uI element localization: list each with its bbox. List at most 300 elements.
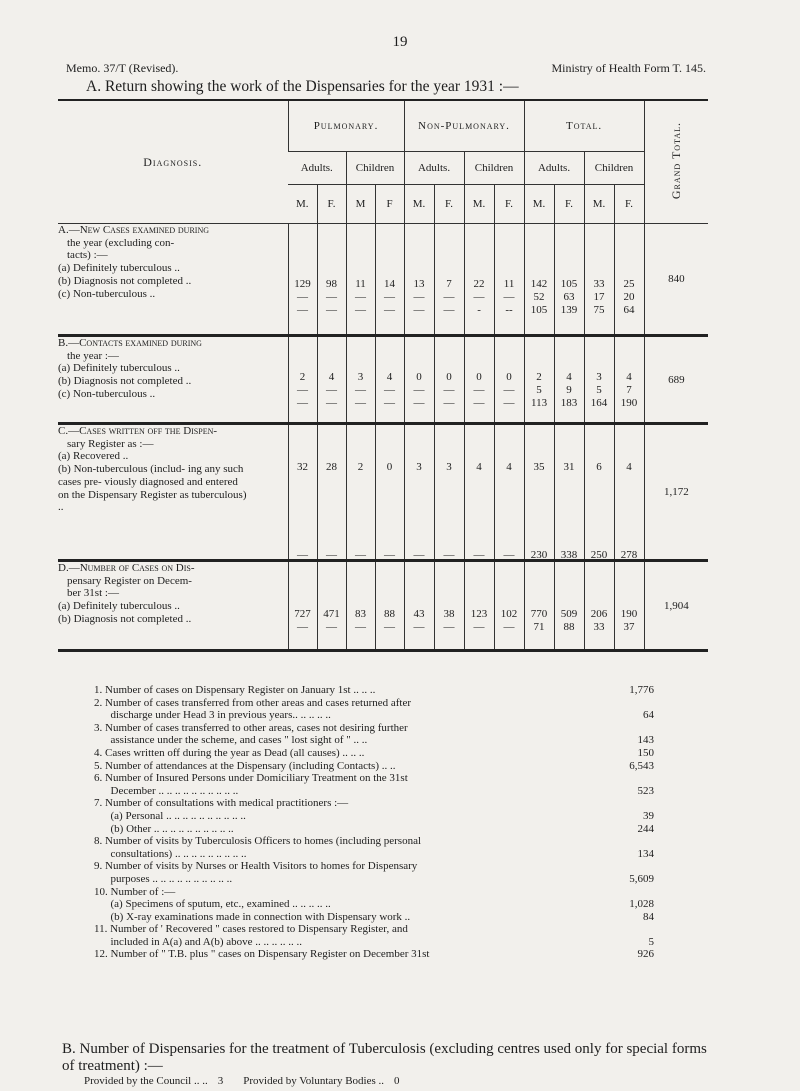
value-column — [317, 224, 346, 336]
row-label: (a) Definitely tuberculous .. — [58, 262, 180, 275]
note-label: 7. Number of consultations with medical practitioners :— — [94, 797, 349, 810]
table-cell: 33 — [593, 278, 605, 290]
table-cell: — — [413, 304, 425, 316]
section-description — [58, 561, 288, 651]
table-cell: — — [443, 291, 455, 303]
table-cell: 22 — [473, 278, 485, 290]
list-item — [94, 785, 654, 798]
note-label: discharge under Head 3 in previous years.. .. .. .. .. — [94, 709, 331, 722]
table-cell: 38 — [443, 608, 455, 620]
table-cell: — — [355, 397, 366, 409]
value-column — [288, 424, 317, 561]
table-cell: — — [443, 304, 455, 316]
table-cell: 471 — [323, 608, 340, 620]
table-cell: 7 — [626, 384, 632, 396]
sex-header: F. — [494, 185, 524, 224]
note-value — [602, 886, 654, 899]
note-value: 134 — [637, 847, 654, 860]
adults-header: Adults. — [524, 152, 584, 185]
note-label: assistance under the scheme, and cases " lost sight of " .. .. — [94, 734, 368, 747]
row-label: (b) Diagnosis not completed .. — [58, 612, 192, 625]
section-intro-line: D.—Number of Cases on Dis- — [58, 562, 195, 574]
section-b-title: B. Number of Dispensaries for the treatment of Tuberculosis (excluding centres used only for special forms of treatment) :— — [62, 1041, 707, 1074]
section-intro-line: tacts) :— — [67, 249, 108, 262]
note-label: 5. Number of attendances at the Dispensary (including Contacts) .. .. — [94, 759, 396, 772]
table-cell: 278 — [620, 549, 638, 561]
table-cell: 509 — [560, 608, 578, 620]
note-value — [602, 835, 654, 848]
value-column — [317, 424, 346, 561]
value-column — [464, 561, 494, 651]
table-cell: — — [297, 304, 308, 316]
value-column — [494, 224, 524, 336]
row-label: (a) Recovered .. — [58, 450, 129, 463]
note-value: 143 — [637, 734, 654, 747]
list-item — [94, 823, 654, 836]
row-label: (b) Non-tuberculous (includ- ing any such cases pre- viously diagnosed and entered on the Dispensary Register as tuberculous) .. — [58, 463, 247, 514]
table-cell: 0 — [476, 371, 482, 383]
table-cell: 5 — [596, 384, 602, 396]
table-cell: — — [473, 549, 485, 561]
note-label: 6. Number of Insured Persons under Domiciliary Treatment on the 31st — [94, 772, 408, 785]
table-cell: 6 — [596, 461, 602, 473]
grand-total-value: 689 — [644, 336, 708, 424]
table-cell: 75 — [593, 304, 605, 316]
note-label: (b) X-ray examinations made in connection with Dispensary work .. — [94, 910, 411, 923]
sex-header: M — [346, 185, 375, 224]
table-cell: 4 — [476, 461, 482, 473]
value-column — [346, 424, 375, 561]
row-label: (c) Non-tuberculous .. — [58, 387, 156, 400]
note-label: 1. Number of cases on Dispensary Register on January 1st .. .. .. — [94, 684, 376, 696]
note-label: (a) Personal .. .. .. .. .. .. .. .. .. .. — [94, 809, 246, 822]
table-cell: 14 — [384, 278, 396, 290]
table-cell: 4 — [328, 371, 335, 383]
table-cell: — — [326, 397, 337, 409]
table-cell: 71 — [533, 621, 545, 633]
row-label: (a) Definitely tuberculous .. — [58, 600, 180, 613]
note-value: 523 — [637, 784, 654, 797]
table-cell: — — [384, 549, 396, 561]
value-column — [346, 561, 375, 651]
table-cell: 102 — [500, 608, 518, 620]
value-column — [375, 561, 404, 651]
sex-header: F — [375, 185, 404, 224]
table-cell: — — [355, 549, 366, 561]
note-label: (a) Specimens of sputum, etc., examined .. .. .. .. .. — [94, 898, 331, 911]
section-intro-line: B.—Contacts examined during — [58, 337, 202, 349]
value-column — [584, 224, 614, 336]
table-cell: — — [297, 291, 308, 303]
note-value: 64 — [643, 709, 654, 722]
row-label: (c) Non-tuberculous .. — [58, 287, 156, 300]
list-item — [94, 797, 654, 810]
note-label: 11. Number of ' Recovered " cases restored to Dispensary Register, and — [94, 923, 408, 936]
table-cell: — — [355, 384, 366, 396]
value-column — [524, 224, 554, 336]
list-item — [94, 898, 654, 911]
table-cell: — — [503, 384, 515, 396]
grand-total-value: 1,904 — [644, 561, 708, 651]
value-column — [288, 224, 317, 336]
children-header: Children — [464, 152, 524, 185]
list-item — [94, 722, 654, 735]
table-cell: 98 — [326, 278, 337, 290]
sex-header: F. — [317, 185, 346, 224]
table-cell: 4 — [626, 371, 632, 383]
table-cell: 338 — [560, 549, 578, 561]
diagnosis-header: Diagnosis. — [58, 100, 288, 224]
provided-voluntary-value: 0 — [394, 1075, 400, 1087]
page-number: 19 — [392, 34, 408, 50]
note-value: 926 — [637, 948, 654, 961]
sex-header: M. — [404, 185, 434, 224]
table-cell: 164 — [590, 397, 608, 409]
section-intro-line: A.—New Cases examined during — [58, 224, 209, 236]
section-intro-line: C.—Cases written off the Dispen- — [58, 425, 218, 437]
value-column — [434, 424, 464, 561]
table-cell: 250 — [590, 549, 608, 561]
ministry-form-reference: Ministry of Health Form T. 145. — [551, 61, 706, 75]
table-cell: — — [503, 291, 515, 303]
table-cell: 3 — [446, 461, 452, 473]
table-cell: 123 — [470, 608, 488, 620]
note-value: 150 — [637, 746, 654, 759]
list-item — [94, 684, 654, 697]
table-cell: 64 — [623, 304, 635, 316]
section-c — [58, 424, 708, 561]
note-value — [602, 772, 654, 785]
value-column — [404, 561, 434, 651]
table-cell: 2 — [357, 461, 364, 473]
list-item — [94, 911, 654, 924]
value-column — [494, 336, 524, 424]
table-cell: — — [413, 291, 425, 303]
list-item — [94, 760, 654, 773]
note-label: 8. Number of visits by Tuberculosis Officers to homes (including personal — [94, 835, 422, 848]
note-value — [602, 722, 654, 735]
list-item — [94, 873, 654, 886]
provided-voluntary-label: Provided by Voluntary Bodies .. — [243, 1075, 385, 1087]
table-cell: 9 — [566, 384, 572, 396]
note-label: 9. Number of visits by Nurses or Health Visitors to homes for Dispensary — [94, 860, 418, 873]
list-item — [94, 948, 654, 961]
value-column — [288, 561, 317, 651]
value-column — [554, 561, 584, 651]
table-cell: 142 — [530, 278, 548, 290]
note-label: included in A(a) and A(b) above .. .. .. .. .. .. — [94, 935, 303, 948]
value-column — [614, 224, 644, 336]
table-cell: 3 — [596, 371, 602, 383]
note-value: 1,776 — [629, 684, 654, 696]
value-column — [317, 561, 346, 651]
note-label: 12. Number of " T.B. plus " cases on Dispensary Register on December 31st — [94, 948, 430, 961]
value-column — [554, 336, 584, 424]
table-cell: 11 — [355, 278, 366, 290]
value-column — [404, 336, 434, 424]
table-cell: 88 — [384, 608, 396, 620]
note-value: 39 — [643, 809, 654, 822]
table-cell: 32 — [297, 461, 308, 473]
section-a-title: A. Return showing the work of the Dispensaries for the year 1931 :— — [86, 78, 519, 95]
section-description — [58, 224, 288, 336]
table-cell: — — [443, 384, 455, 396]
children-header: Children — [584, 152, 644, 185]
table-cell: 3 — [357, 371, 364, 383]
provided-council-value: 3 — [217, 1075, 224, 1087]
note-value: 5,609 — [629, 872, 654, 885]
value-column — [434, 561, 464, 651]
table-cell: 0 — [446, 371, 452, 383]
value-column — [317, 336, 346, 424]
note-value — [602, 860, 654, 873]
value-column — [375, 224, 404, 336]
table-cell: 0 — [416, 371, 422, 383]
list-item — [94, 709, 654, 722]
section-a — [58, 224, 708, 336]
table-cell: 5 — [536, 384, 542, 396]
row-label: (b) Diagnosis not completed .. — [58, 375, 192, 388]
table-cell: 139 — [560, 304, 578, 316]
table-cell: — — [473, 291, 485, 303]
value-column — [434, 224, 464, 336]
value-column — [614, 424, 644, 561]
table-cell: — — [297, 384, 308, 396]
list-item — [94, 923, 654, 936]
table-cell: — — [326, 549, 337, 561]
notes-list — [94, 684, 654, 961]
table-cell: — — [503, 397, 515, 409]
table-cell: — — [473, 621, 485, 633]
table-cell: 28 — [326, 461, 337, 473]
list-item — [94, 886, 654, 899]
value-column — [464, 424, 494, 561]
table-cell: — — [355, 291, 366, 303]
note-label: 3. Number of cases transferred to other areas, cases not desiring further — [94, 721, 408, 734]
table-cell: — — [297, 397, 308, 409]
table-cell: — — [384, 397, 396, 409]
value-column — [524, 561, 554, 651]
section-intro-line: the year (excluding con- — [67, 236, 175, 249]
note-value — [602, 697, 654, 710]
table-cell: — — [473, 384, 485, 396]
total-header: Total. — [524, 100, 644, 152]
memo-reference: Memo. 37/T (Revised). — [66, 61, 179, 75]
adults-header: Adults. — [288, 152, 346, 185]
value-column — [524, 424, 554, 561]
list-item — [94, 848, 654, 861]
value-column — [524, 336, 554, 424]
note-value: 5 — [648, 935, 654, 948]
table-cell: 0 — [386, 461, 393, 473]
table-cell: 206 — [590, 608, 608, 620]
section-intro-line: pensary Register on Decem- — [67, 574, 192, 587]
sex-header: M. — [524, 185, 554, 224]
row-label: (a) Definitely tuberculous .. — [58, 362, 180, 375]
table-cell: — — [503, 621, 515, 633]
value-column — [584, 424, 614, 561]
table-cell: 4 — [506, 461, 512, 473]
value-column — [375, 424, 404, 561]
list-item — [94, 835, 654, 848]
value-column — [434, 336, 464, 424]
note-value: 6,543 — [629, 759, 654, 772]
note-label: 2. Number of cases transferred from other areas and cases returned after — [94, 696, 412, 709]
adults-header: Adults. — [404, 152, 464, 185]
section-intro-line: sary Register as :— — [67, 437, 154, 450]
table-cell: — — [384, 384, 396, 396]
list-item — [94, 860, 654, 873]
section-description — [58, 424, 288, 561]
table-cell: 2 — [299, 371, 306, 383]
note-value: 1,028 — [629, 898, 654, 911]
table-cell: 31 — [563, 461, 575, 473]
note-value: 84 — [643, 910, 654, 923]
grand-total-header: Grand Total. — [644, 100, 708, 224]
table-cell: — — [384, 304, 396, 316]
table-cell: 13 — [413, 278, 425, 290]
value-column — [404, 224, 434, 336]
table-cell: 20 — [623, 291, 635, 303]
value-column — [494, 561, 524, 651]
table-cell: — — [297, 549, 308, 561]
table-cell: 113 — [530, 397, 548, 409]
table-cell: 770 — [530, 608, 548, 620]
sex-header: M. — [464, 185, 494, 224]
value-column — [614, 561, 644, 651]
note-value — [602, 797, 654, 810]
table-cell: — — [413, 621, 425, 633]
value-column — [614, 336, 644, 424]
note-value — [602, 923, 654, 936]
table-cell: - — [477, 304, 481, 316]
sex-header: F. — [614, 185, 644, 224]
table-cell: 25 — [623, 278, 635, 290]
table-cell: — — [443, 549, 455, 561]
table-cell: 11 — [503, 278, 515, 290]
note-label: purposes .. .. .. .. .. .. .. .. .. .. — [94, 872, 233, 885]
table-cell: — — [326, 304, 337, 316]
dispensary-return-table — [58, 99, 708, 652]
table-cell: 727 — [294, 608, 311, 620]
value-column — [464, 224, 494, 336]
table-cell: — — [384, 621, 396, 633]
table-cell: 7 — [446, 278, 452, 290]
table-cell: 2 — [536, 371, 542, 383]
table-cell: 4 — [566, 371, 572, 383]
value-column — [404, 424, 434, 561]
table-cell: — — [326, 291, 337, 303]
section-description — [58, 336, 288, 424]
list-item — [94, 697, 654, 710]
note-label: 4. Cases written off during the year as Dead (all causes) .. .. .. — [94, 746, 365, 759]
table-cell: 4 — [626, 461, 632, 473]
table-cell: 83 — [355, 608, 366, 620]
sex-header: M. — [584, 185, 614, 224]
table-cell: — — [473, 397, 485, 409]
section-intro-line: ber 31st :— — [67, 587, 119, 600]
list-item — [94, 936, 654, 949]
table-cell: — — [443, 621, 455, 633]
table-cell: 3 — [416, 461, 422, 473]
table-cell: — — [413, 549, 425, 561]
value-column — [584, 336, 614, 424]
note-label: December .. .. .. .. .. .. .. .. .. .. — [94, 784, 239, 797]
table-cell: 0 — [506, 371, 512, 383]
table-cell: 35 — [533, 461, 545, 473]
table-cell: — — [355, 304, 366, 316]
provided-council-label: Provided by the Council .. .. — [84, 1075, 208, 1087]
table-cell: — — [355, 621, 366, 633]
table-cell: — — [503, 549, 515, 561]
value-column — [375, 336, 404, 424]
section-intro-line: the year :— — [67, 349, 119, 362]
note-label: 10. Number of :— — [94, 885, 176, 898]
note-value: 244 — [637, 822, 654, 835]
table-cell: 88 — [563, 621, 575, 633]
sex-header: F. — [554, 185, 584, 224]
value-column — [346, 336, 375, 424]
value-column — [584, 561, 614, 651]
table-cell: 105 — [530, 304, 548, 316]
table-cell: — — [413, 397, 425, 409]
grand-total-value: 840 — [644, 224, 708, 336]
section-d — [58, 561, 708, 651]
table-cell: 105 — [560, 278, 578, 290]
table-cell: — — [297, 621, 308, 633]
table-cell: -- — [505, 304, 513, 316]
non-pulmonary-header: Non-Pulmonary. — [404, 100, 524, 152]
sex-header: F. — [434, 185, 464, 224]
table-cell: — — [384, 291, 396, 303]
table-cell: 37 — [623, 621, 635, 633]
list-item — [94, 747, 654, 760]
table-cell: 129 — [294, 278, 311, 290]
table-cell: — — [413, 384, 425, 396]
value-column — [494, 424, 524, 561]
sex-header: M. — [288, 185, 317, 224]
list-item — [94, 810, 654, 823]
table-cell: — — [443, 397, 455, 409]
list-item — [94, 772, 654, 785]
pulmonary-header: Pulmonary. — [288, 100, 404, 152]
value-column — [288, 336, 317, 424]
value-column — [346, 224, 375, 336]
table-cell: 230 — [530, 549, 548, 561]
table-cell: 190 — [620, 608, 638, 620]
children-header: Children — [346, 152, 404, 185]
table-cell: 52 — [533, 291, 545, 303]
table-cell: — — [326, 384, 337, 396]
table-cell: 43 — [413, 608, 425, 620]
list-item — [94, 734, 654, 747]
note-label: consultations) .. .. .. .. .. .. .. .. .. — [94, 847, 247, 860]
section-b — [58, 336, 708, 424]
value-column — [554, 224, 584, 336]
table-cell: 33 — [593, 621, 605, 633]
table-cell: — — [326, 621, 337, 633]
value-column — [554, 424, 584, 561]
table-cell: 183 — [560, 397, 578, 409]
table-cell: 190 — [620, 397, 638, 409]
table-cell: 4 — [386, 371, 393, 383]
table-cell: 17 — [593, 291, 605, 303]
provided-line — [84, 1075, 684, 1087]
note-label: (b) Other .. .. .. .. .. .. .. .. .. .. — [94, 822, 234, 835]
value-column — [464, 336, 494, 424]
row-label: (b) Diagnosis not completed .. — [58, 274, 192, 287]
grand-total-value: 1,172 — [644, 424, 708, 561]
